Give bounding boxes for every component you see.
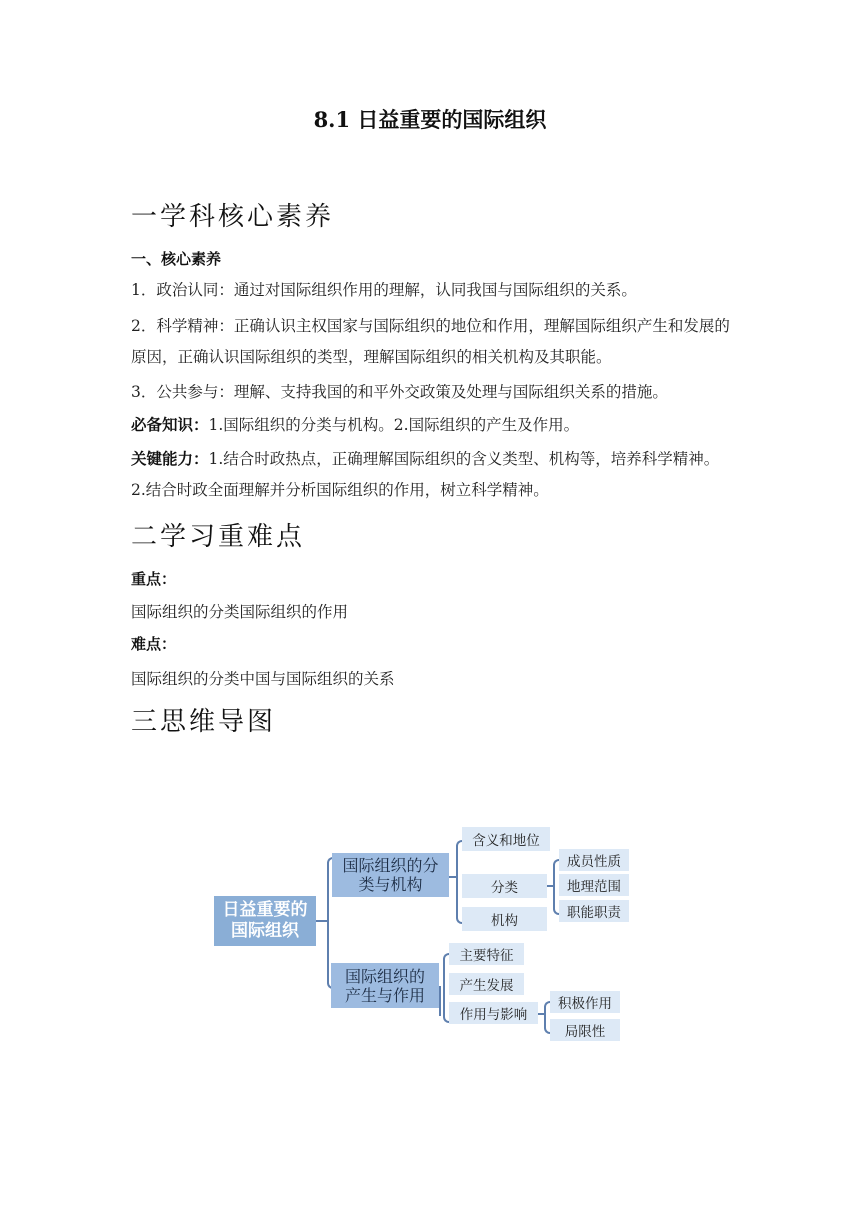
key-points-label: 重点： — [131, 570, 177, 588]
root-line-1: 日益重要的 — [222, 900, 308, 920]
difficult-points-label: 难点： — [131, 635, 177, 653]
core-item-2: 2．科学精神：正确认识主权国家与国际组织的地位和作用，理解国际组织产生和发展的原因，正确认识国际组织的类型，理解国际组织的相关机构及其职能。 — [131, 317, 730, 366]
branch-origin-role-node — [331, 963, 439, 1008]
key-points-text: 国际组织的分类国际组织的作用 — [131, 603, 349, 621]
essential-knowledge-text: 1.国际组织的分类与机构。2.国际组织的产生及作用。 — [208, 416, 580, 434]
page-title: 8.1 日益重要的国际组织 — [313, 107, 547, 132]
core-item-1: 1．政治认同：通过对国际组织作用的理解，认同我国与国际组织的关系。 — [131, 281, 637, 299]
section-heading-core: 一学科核心素养 — [131, 202, 335, 232]
leaf-geo-range: 地理范围 — [559, 874, 629, 896]
branch2-line-2: 产生与作用 — [344, 985, 425, 1005]
difficult-points-text: 国际组织的分类中国与国际组织的关系 — [131, 670, 395, 688]
root-line-2: 国际组织 — [231, 921, 299, 941]
leaf-positive-role: 积极作用 — [550, 991, 620, 1013]
branch2-line-1: 国际组织的 — [344, 966, 425, 986]
leaf-classification: 分类 — [462, 874, 547, 898]
essential-knowledge — [131, 409, 731, 441]
branch1-line-1: 国际组织的分 — [342, 856, 439, 875]
leaf-functions: 职能职责 — [559, 900, 629, 922]
subheading-core-literacy: 一、核心素养 — [131, 250, 222, 268]
leaf-organs: 机构 — [462, 907, 547, 931]
leaf-meaning: 含义和地位 — [462, 827, 550, 851]
branch1-line-2: 类与机构 — [358, 875, 423, 894]
core-item-3: 3．公共参与：理解、支持我国的和平外交政策及处理与国际组织关系的措施。 — [131, 383, 668, 401]
leaf-limitations: 局限性 — [550, 1019, 620, 1041]
essential-knowledge-label: 必备知识： — [131, 415, 209, 434]
section-heading-mindmap: 三思维导图 — [131, 707, 277, 737]
leaf-member-nature: 成员性质 — [559, 849, 629, 871]
section-heading-difficulty: 二学习重难点 — [131, 522, 306, 552]
leaf-features: 主要特征 — [449, 943, 524, 965]
leaf-origin: 产生发展 — [449, 973, 524, 995]
key-ability-label: 关键能力： — [131, 449, 209, 468]
key-ability — [131, 443, 731, 506]
branch-classification-node — [332, 853, 449, 897]
key-ability-text: 1.结合时政热点，正确理解国际组织的含义类型、机构等，培养科学精神。2.结合时政全面理解并分析国际组织的作用，树立科学精神。 — [131, 450, 720, 499]
leaf-role-influence: 作用与影响 — [449, 1002, 538, 1024]
mindmap-root-node — [214, 896, 316, 946]
